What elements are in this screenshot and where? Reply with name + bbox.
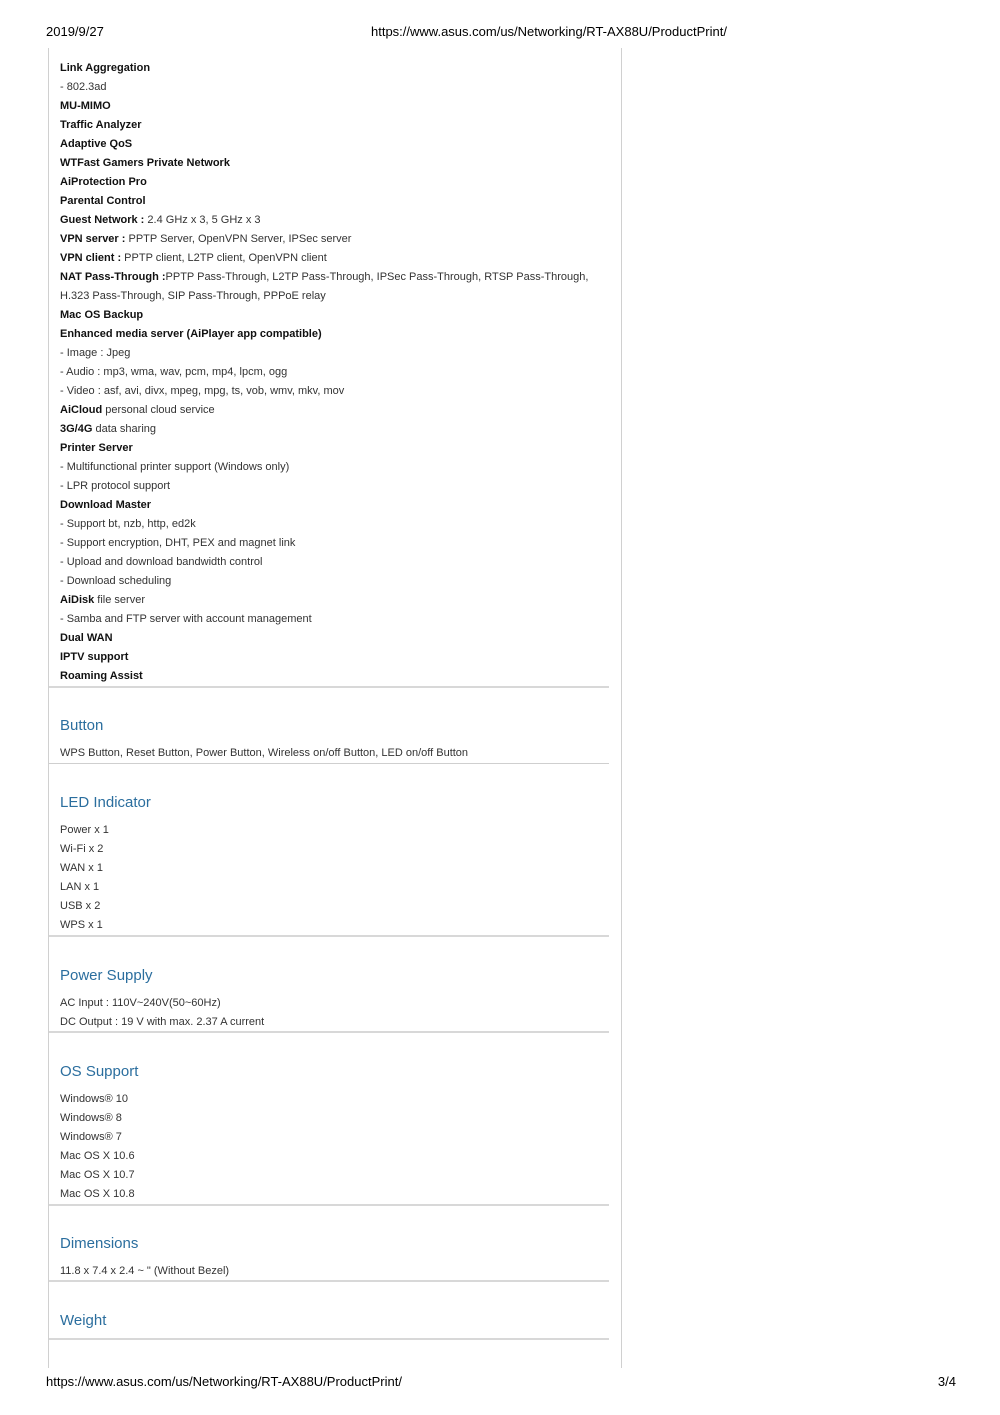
section-line: Power x 1 xyxy=(60,824,109,836)
section-line: Windows® 8 xyxy=(60,1112,122,1124)
footer-url: https://www.asus.com/us/Networking/RT-AX88U/ProductPrint/ xyxy=(46,1374,402,1389)
feature-line: Link Aggregation xyxy=(60,62,151,74)
feature-line: - Image : Jpeg xyxy=(60,347,131,359)
feature-line: Adaptive QoS xyxy=(60,138,133,150)
section-title: Power Supply xyxy=(60,967,153,984)
feature-line: MU-MIMO xyxy=(60,100,111,112)
section-dimensions xyxy=(60,1234,610,1281)
section-divider xyxy=(49,1338,609,1340)
feature-line: Roaming Assist xyxy=(60,670,143,682)
print-url: https://www.asus.com/us/Networking/RT-AX88U/ProductPrint/ xyxy=(371,24,727,39)
section-title: Dimensions xyxy=(60,1235,139,1252)
feature-line: Dual WAN xyxy=(60,632,113,644)
section-title: LED Indicator xyxy=(60,794,151,811)
feature-line: Parental Control xyxy=(60,195,146,207)
section-title: OS Support xyxy=(60,1063,139,1080)
feature-line: AiDisk file server xyxy=(60,594,145,606)
feature-line: Mac OS Backup xyxy=(60,309,144,321)
feature-line: - Download scheduling xyxy=(60,575,172,587)
section-divider xyxy=(49,935,609,937)
section-divider xyxy=(49,763,609,764)
section-line: LAN x 1 xyxy=(60,881,100,893)
print-date: 2019/9/27 xyxy=(46,24,104,39)
feature-line: IPTV support xyxy=(60,651,129,663)
section-line: WAN x 1 xyxy=(60,862,103,874)
feature-line: AiProtection Pro xyxy=(60,176,147,188)
feature-line: - LPR protocol support xyxy=(60,480,171,492)
feature-line: - Support bt, nzb, http, ed2k xyxy=(60,518,196,530)
feature-line: VPN client : PPTP client, L2TP client, OpenVPN client xyxy=(60,252,327,264)
feature-line: VPN server : PPTP Server, OpenVPN Server, IPSec server xyxy=(60,233,352,245)
section-line: Mac OS X 10.8 xyxy=(60,1188,135,1200)
section-weight xyxy=(60,1311,610,1339)
section-led-indicator xyxy=(60,793,610,935)
section-line: Wi-Fi x 2 xyxy=(60,843,104,855)
section-line: Windows® 10 xyxy=(60,1093,129,1105)
feature-line: AiCloud personal cloud service xyxy=(60,404,215,416)
feature-line: - 802.3ad xyxy=(60,81,107,93)
section-line: Windows® 7 xyxy=(60,1131,122,1143)
feature-line: - Audio : mp3, wma, wav, pcm, mp4, lpcm, ogg xyxy=(60,366,288,378)
feature-line: - Support encryption, DHT, PEX and magnet link xyxy=(60,537,296,549)
frame-border-left xyxy=(48,48,49,1368)
feature-line: - Samba and FTP server with account management xyxy=(60,613,312,625)
section-divider xyxy=(49,1031,609,1033)
section-line: AC Input : 110V~240V(50~60Hz) xyxy=(60,997,221,1009)
section-power-supply xyxy=(60,966,610,1032)
feature-line: Enhanced media server (AiPlayer app compatible) xyxy=(60,328,322,340)
page-number: 3/4 xyxy=(937,1374,956,1389)
print-header xyxy=(46,24,946,44)
section-line: Mac OS X 10.6 xyxy=(60,1150,135,1162)
feature-line: Guest Network : 2.4 GHz x 3, 5 GHz x 3 xyxy=(60,214,261,226)
frame-border-right xyxy=(621,48,622,1368)
features-list xyxy=(60,59,610,686)
section-os-support xyxy=(60,1062,610,1204)
section-line: WPS Button, Reset Button, Power Button, Wireless on/off Button, LED on/off Button xyxy=(60,747,469,759)
section-line: DC Output : 19 V with max. 2.37 A current xyxy=(60,1016,265,1028)
feature-line: Download Master xyxy=(60,499,152,511)
section-divider xyxy=(49,686,609,688)
section-title: Weight xyxy=(60,1312,107,1329)
print-footer xyxy=(46,1374,956,1394)
section-button xyxy=(60,716,610,763)
section-line: USB x 2 xyxy=(60,900,101,912)
feature-line: Traffic Analyzer xyxy=(60,119,142,131)
section-line: Mac OS X 10.7 xyxy=(60,1169,135,1181)
feature-line: - Video : asf, avi, divx, mpeg, mpg, ts, vob, wmv, mkv, mov xyxy=(60,385,345,397)
feature-line: NAT Pass-Through :PPTP Pass-Through, L2TP Pass-Through, IPSec Pass-Through, RTSP Pass-Through, xyxy=(60,271,589,283)
section-title: Button xyxy=(60,717,104,734)
section-line: WPS x 1 xyxy=(60,919,103,931)
feature-line: - Upload and download bandwidth control xyxy=(60,556,263,568)
feature-line: WTFast Gamers Private Network xyxy=(60,157,230,169)
feature-line: Printer Server xyxy=(60,442,133,454)
section-divider xyxy=(49,1280,609,1282)
section-line: 11.8 x 7.4 x 2.4 ~ " (Without Bezel) xyxy=(60,1265,230,1277)
feature-line: H.323 Pass-Through, SIP Pass-Through, PPPoE relay xyxy=(60,290,326,302)
section-divider xyxy=(49,1204,609,1206)
feature-line: 3G/4G data sharing xyxy=(60,423,157,435)
feature-line: - Multifunctional printer support (Windows only) xyxy=(60,461,290,473)
